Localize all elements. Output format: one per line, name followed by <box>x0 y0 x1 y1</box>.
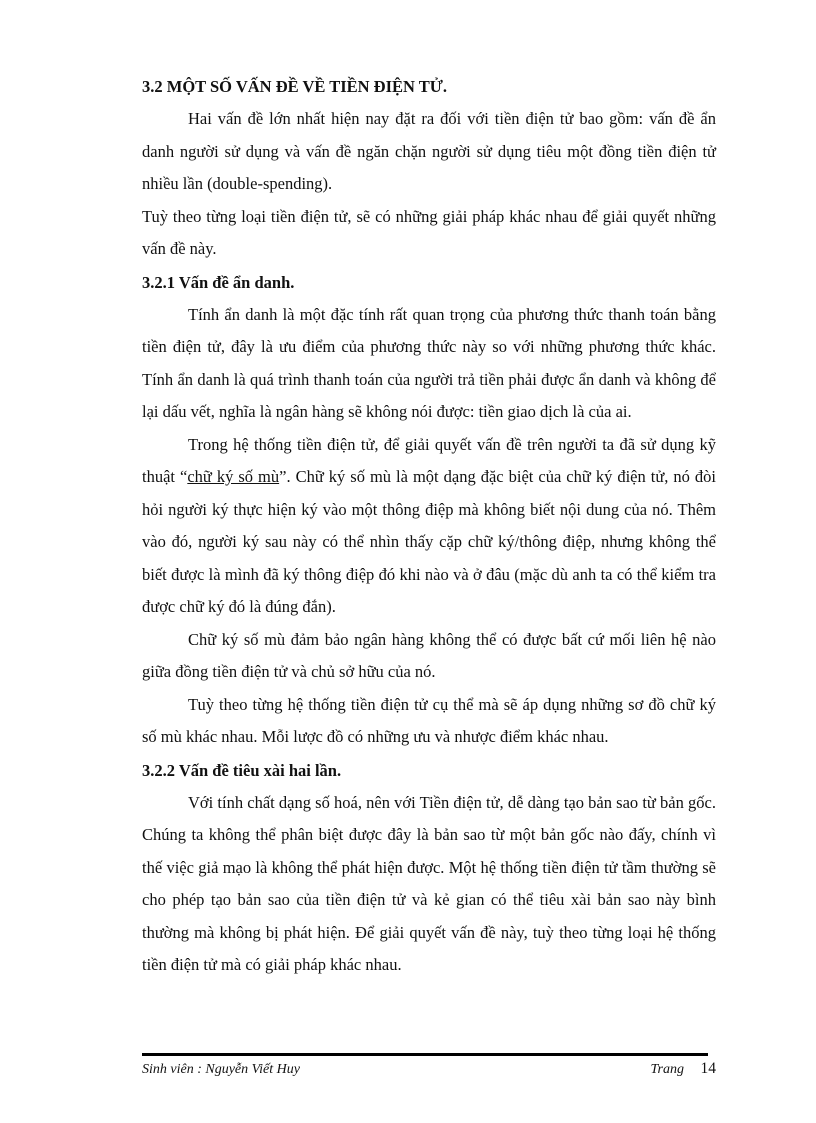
page-body <box>142 70 716 982</box>
section-heading-3-2: 3.2 MỘT SỐ VẤN ĐỀ VỀ TIỀN ĐIỆN TỬ. <box>142 77 448 96</box>
paragraph-blind-signature <box>142 429 716 624</box>
section-heading-3-2-1: 3.2.1 Vấn đề ẩn danh. <box>142 272 295 292</box>
paragraph-double-spending: Với tính chất dạng số hoá, nên với Tiền điện tử, dễ dàng tạo bản sao từ bản gốc. Chúng ta không thể phân biệt được đây là bản sao từ một bản gốc nào đấy, chính vì thế việc giả mạo là không thể phát hiện được. Một hệ thống tiền điện tử tầm thường sẽ cho phép tạo bản sao của tiền điện tử và kẻ gian có thể tiêu xài bản sao này bình thường mà không bị phát hiện. Để giải quyết vấn đề này, tuỳ theo từng loại hệ thống tiền điện tử mà có giải pháp khác nhau. <box>142 792 716 974</box>
paragraph-bank-guarantee: Chữ ký số mù đảm bảo ngân hàng không thể có được bất cứ mối liên hệ nào giữa đồng tiền điện tử và chủ sở hữu của nó. <box>142 629 716 681</box>
footer-page-number: 14 <box>700 1060 716 1077</box>
blind-signature-term: chữ ký số mù <box>187 467 280 486</box>
paragraph-blind-signature-start: Trong hệ thống tiền điện tử, để giải quyết vấn đề trên người ta đã sử dụng kỹ thuật “ <box>142 434 716 486</box>
footer-divider <box>142 1053 708 1056</box>
paragraph-intro: Hai vấn đề lớn nhất hiện nay đặt ra đối với tiền điện tử bao gồm: vấn đề ẩn danh người sử dụng và vấn đề ngăn chặn người sử dụng tiêu một đồng tiền điện tử nhiều lần (double-spending). <box>142 109 716 193</box>
footer-student-name: Sinh viên : Nguyễn Viết Huy <box>142 1062 300 1077</box>
section-heading-3-2-2: 3.2.2 Vấn đề tiêu xài hai lần. <box>142 760 342 780</box>
paragraph-blind-signature-end: ”. Chữ ký số mù là một dạng đặc biệt của chữ ký điện tử, nó đòi hỏi người ký thực hiện ký vào một thông điệp mà không biết nội dung của nó. Thêm vào đó, người ký sau này có thể nhìn thấy cặp chữ ký/thông điệp, nhưng không thể biết được là mình đã ký thông điệp đó khi nào và ở đâu (mặc dù anh ta có thể kiểm tra được chữ ký đó là đúng đắn). <box>142 467 716 616</box>
paragraph-schemes: Tuỳ theo từng hệ thống tiền điện tử cụ thể mà sẽ áp dụng những sơ đồ chữ ký số mù khác nhau. Mỗi lược đồ có những ưu và nhược điểm khác nhau. <box>142 694 716 746</box>
footer-page-label: Trang <box>650 1062 684 1077</box>
paragraph-anonymity: Tính ẩn danh là một đặc tính rất quan trọng của phương thức thanh toán bằng tiền điện tử, đây là ưu điểm của phương thức này so với những phương thức khác. Tính ẩn danh là quá trình thanh toán của người trả tiền phải được ẩn danh và không để lại dấu vết, nghĩa là ngân hàng sẽ không nói được: tiền giao dịch là của ai. <box>142 304 716 421</box>
page-footer <box>142 1060 716 1084</box>
paragraph-solutions: Tuỳ theo từng loại tiền điện tử, sẽ có những giải pháp khác nhau để giải quyết những vấn đề này. <box>142 206 716 258</box>
